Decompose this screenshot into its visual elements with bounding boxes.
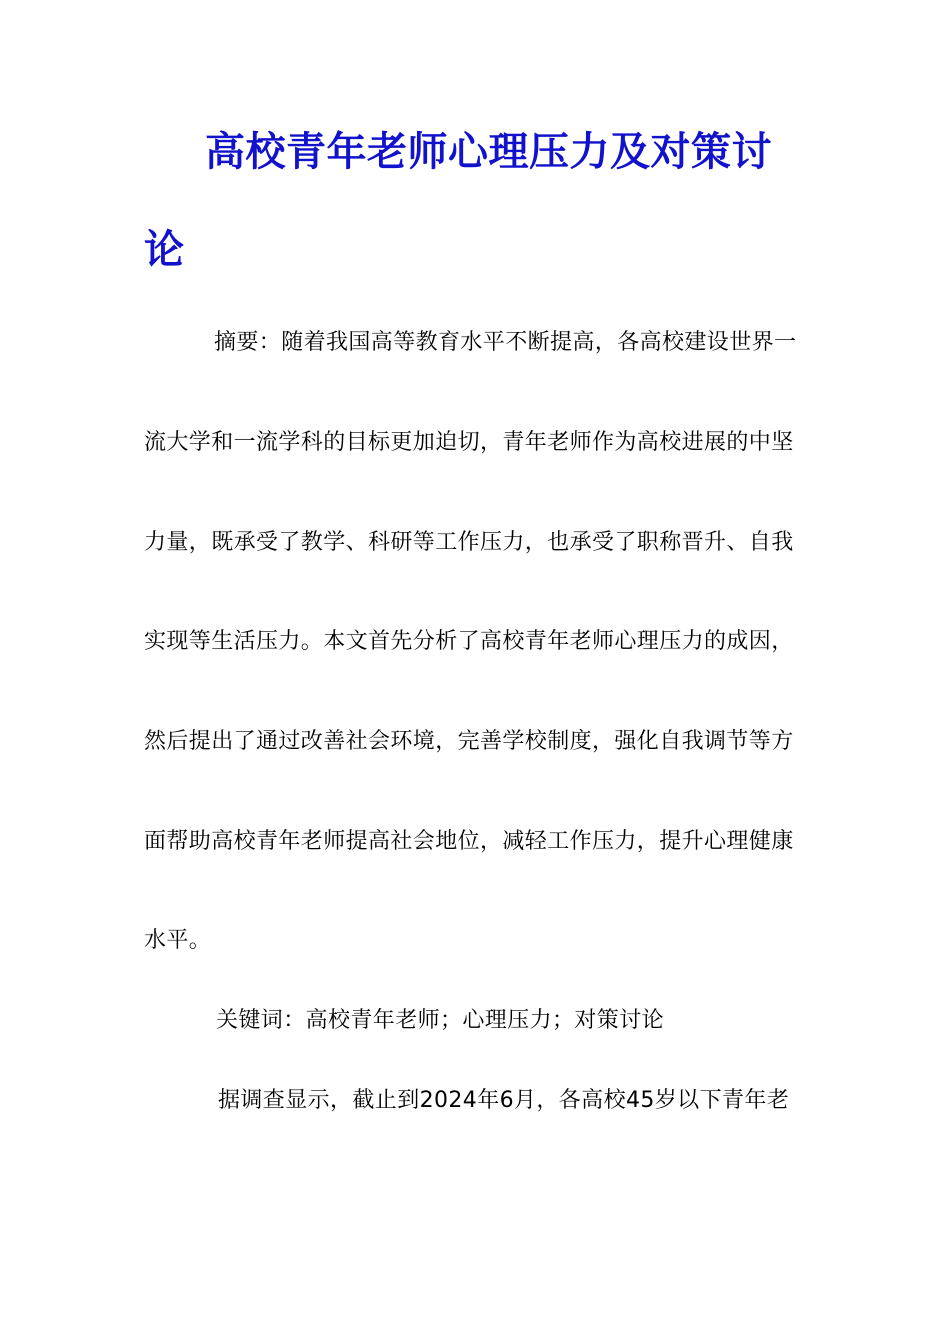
abstract-line-4: 实现等生活压力。本文首先分析了高校青年老师心理压力的成因，	[144, 629, 794, 654]
abstract-line-3: 力量，既承受了教学、科研等工作压力，也承受了职称晋升、自我	[144, 530, 794, 555]
abstract-line-7: 水平。	[144, 928, 212, 953]
abstract-line-6: 面帮助高校青年老师提高社会地位，减轻工作压力，提升心理健康	[144, 829, 794, 854]
abstract-line-1: 摘要：随着我国高等教育水平不断提高，各高校建设世界一	[214, 330, 797, 355]
body-paragraph-line-1: 据调查显示，截止到2024年6月，各高校45岁以下青年老	[218, 1088, 790, 1113]
document-title-line-2: 论	[144, 226, 184, 273]
abstract-line-2: 流大学和一流学科的目标更加迫切，青年老师作为高校进展的中坚	[144, 430, 794, 455]
abstract-line-5: 然后提出了通过改善社会环境，完善学校制度，强化自我调节等方	[144, 729, 794, 754]
keywords-line: 关键词：高校青年老师；心理压力；对策讨论	[216, 1008, 665, 1033]
document-title-line-1: 高校青年老师心理压力及对策讨	[205, 128, 772, 175]
